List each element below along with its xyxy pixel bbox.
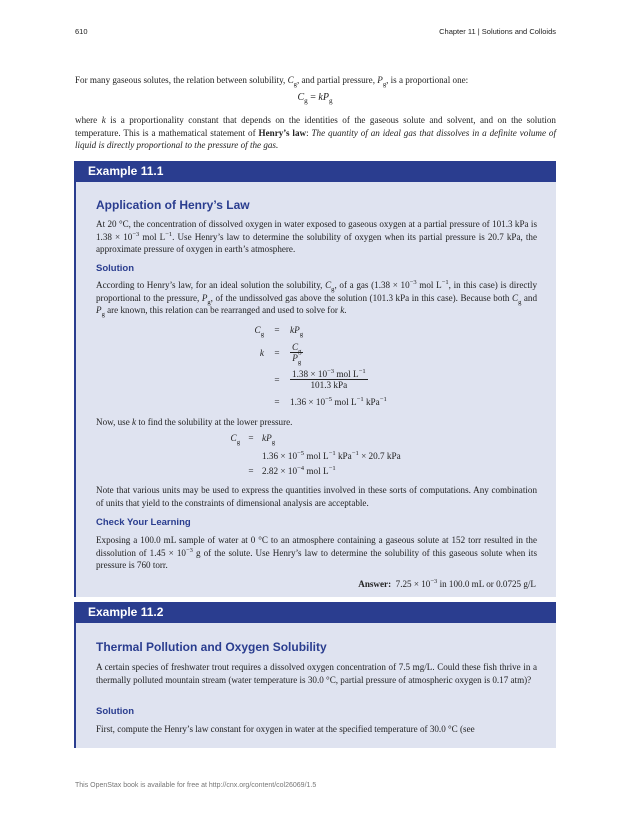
- intro-paragraph-2: where k is a proportionality constant that depends on the identities of the gaseous solute and solvent, and on the solution temperature. This is a mathematical statement of Henry’s law: The quantity of an ideal gas that dissolves in a definite volume of liquid is directly proportional to the pressure of the gas.: [75, 115, 556, 150]
- intro-paragraph-1: For many gaseous solutes, the relation between solubility, $C_g$, and partial pressure, $P_g$, is a proportional one:: [75, 75, 469, 88]
- henrys-law-equation: $C_g = kP_g$: [297, 92, 333, 105]
- chapter-prefix: Chapter 11 |: [439, 27, 482, 36]
- check-your-learning-heading: Check Your Learning: [96, 517, 191, 528]
- footer-availability-note: This OpenStax book is available for free at http://cnx.org/content/col26069/1.5: [75, 782, 317, 789]
- example-box-11-2: [74, 602, 556, 748]
- henrys-law-term: Henry’s law: [258, 127, 307, 138]
- now-text: Now, use k to find the solubility at the lower pressure.: [96, 417, 293, 427]
- example-box-11-1: Example 11.1 Application of Henry’s Law At 20 °C, the concentration of dissolved oxygen in water exposed to gaseous oxygen at a partial pressure of 101.3 kPa is $1.38 \times 10^{-3}$ mol $L^{-1}$. Use Henry’s law to determine the solubility of oxygen when its partial pressure is 20.7 kPa, the approximate pressure of oxygen in earth’s atmosphere. Solution According to Henry’s law, for an ideal solution the solubility, $C_g$, of a gas ($1.38 \times 10^{-3}$ mol $L^{-1}$, in this case) is directly proportional to the pressure, $P_g$, of the undissolved gas above the solution (101.3 kPa in this case). Because both $C_g$ and $P_g$ are known, this relation can be rearranged and used to solve for k. $C_g$ = $kP_g$ k = $\frac{C_g}{P_g}$ = $\frac{1.38 \times 10^{-3} mol L^{-1}}{\text{101.3 kPa}}$ = $1.36 \times 10^{-5}$ mol $L^{-1}$ kPa$^{-1}$ Now, use k to find the solubility at the lower pressure. $C_g$ = $kP_g$ $1.36 \times 10^{-5}$ mol $L^{-1}$ kPa$^{-1}$ × 20.7 kPa = $2.82 \times 10^{-4}$ mol $L^{-1}$ Note that various units may be used to express the quantities involved in these sorts of computations. Any combination of units that yield to the constraints of dimensional analysis are acceptable. Check Your Learning Exposing a 100.0 mL sample of water at 0 °C to an atmosphere containing a gaseous solute at 152 torr resulted in the dissolution of $1.45 \times 10^{-3}$ g of the solute. Use Henry’s law to determine the solubility of this gaseous solute when its pressure is 760 torr. Answer: $7.25 \times 10^{-3}$ in 100.0 mL or 0.0725 g/L: [74, 161, 556, 597]
- example-label: Example 11.1: [76, 161, 556, 182]
- example-problem: A certain species of freshwater trout requires a dissolved oxygen concentration of 7.5 mg/L. Could these fish thrive in a thermally polluted mountain stream (water temperature is 30.0 °C, partial pressure of atmospheric oxygen is 0.17 atm)?: [96, 662, 537, 685]
- example-title: Thermal Pollution and Oxygen Solubility: [96, 640, 327, 654]
- example-label: Example 11.2: [76, 602, 556, 623]
- example-problem: At 20 °C, the concentration of dissolved oxygen in water exposed to gaseous oxygen at a partial pressure of 101.3 kPa is $1.38 \times 10^{-3}$ mol $L^{-1}$. Use Henry’s law to determine the solubility of oxygen when its partial pressure is 20.7 kPa, the approximate pressure of oxygen in earth’s atmosphere.: [96, 219, 537, 254]
- solution-heading: Solution: [96, 263, 134, 274]
- chapter-header: [439, 27, 556, 36]
- units-note: Note that various units may be used to express the quantities involved in these sorts of computations. Any combination of units that yield to the constraints of dimensional analysis are acceptable.: [96, 485, 537, 508]
- solution-text: According to Henry’s law, for an ideal solution the solubility, $C_g$, of a gas ($1.38 \times 10^{-3}$ mol $L^{-1}$, in this case) is directly proportional to the pressure, $P_g$, of the undissolved gas above the solution (101.3 kPa in this case). Because both $C_g$ and $P_g$ are known, this relation can be rearranged and used to solve for k.: [96, 278, 538, 318]
- check-your-learning-text: Exposing a 100.0 mL sample of water at 0 °C to an atmosphere containing a gaseous solute at 152 torr resulted in the dissolution of $1.45 \times 10^{-3}$ g of the solute. Use Henry’s law to determine the solubility of this gaseous solute when its pressure is 760 torr.: [96, 535, 537, 570]
- page-number: 610: [75, 27, 88, 36]
- answer: Answer: $7.25 \times 10^{-3}$ in 100.0 mL or 0.0725 g/L: [358, 577, 536, 589]
- solution-heading: Solution: [96, 706, 134, 717]
- example-title: Application of Henry’s Law: [96, 198, 250, 212]
- chapter-name: Solutions and Colloids: [481, 27, 556, 36]
- solution-text: First, compute the Henry’s law constant for oxygen in water at the specified temperature of 30.0 °C (see: [96, 724, 475, 734]
